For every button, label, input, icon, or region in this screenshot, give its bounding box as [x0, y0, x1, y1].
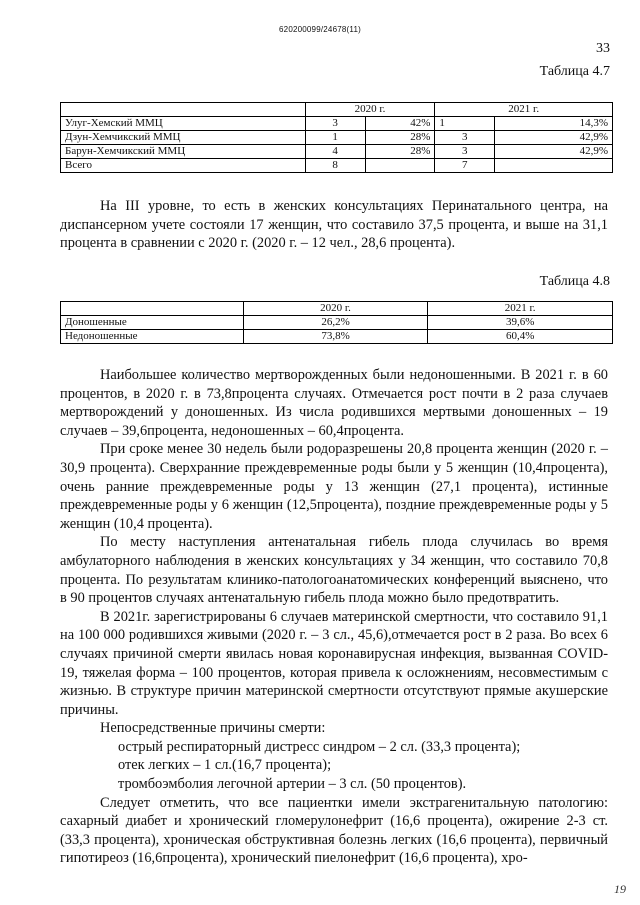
year-header: 2021 г. [435, 103, 613, 117]
page-number: 33 [596, 41, 610, 56]
cell: 8 [305, 159, 365, 173]
table-row [61, 145, 613, 159]
cell: 3 [435, 145, 495, 159]
table-row [61, 159, 613, 173]
cell: 14,3% [495, 117, 613, 131]
year-header: 2020 г. [243, 302, 428, 316]
row-label: Дзун-Хемчикский ММЦ [61, 131, 306, 145]
paragraph: Непосредственные причины смерти: [100, 720, 326, 737]
paragraph: Наибольшее количество мертворожденных были недоношенными. В 2021 г. в 60 процентов, в 2020 г. в 73,8процента случаях. Отмечается рост почти в 2 раза случаев мертворождений у доношенных. Из числа родившихся мертвыми доношенных – 19 случаев – 39,6процента, недоношенных – 60,4процента. [60, 367, 608, 439]
paragraph-block-2 [60, 366, 608, 868]
cell: 42,9% [495, 131, 613, 145]
cell: 60,4% [428, 330, 613, 344]
cell: 3 [305, 117, 365, 131]
table-row [61, 330, 613, 344]
cell: 73,8% [243, 330, 428, 344]
paragraph: На III уровне, то есть в женских консультациях Перинатального центра, на диспансерном учете состояли 17 женщин, что составило 37,5 процента, и выше на 31,1 процента в сравнении с 2020 г. (2020 г. – 12 чел., 28,6 процента). [60, 198, 608, 252]
cell [365, 159, 435, 173]
cell: 42,9% [495, 145, 613, 159]
year-header: 2021 г. [428, 302, 613, 316]
handwritten-page-mark: 19 [614, 882, 626, 896]
table-row [61, 131, 613, 145]
document-id: 620200099/24678(11) [279, 25, 361, 34]
table-row [61, 103, 613, 117]
cell: 1 [435, 117, 495, 131]
cell: 42% [365, 117, 435, 131]
cause-item: острый респираторный дистресс синдром – 2 сл. (33,3 процента); [118, 738, 521, 755]
cell: 28% [365, 131, 435, 145]
cell: 39,6% [428, 316, 613, 330]
table-row [61, 302, 613, 316]
cause-item: тромбоэмболия легочной артерии – 3 сл. (50 процентов). [118, 776, 467, 793]
table-4-7-caption: Таблица 4.7 [539, 64, 610, 79]
row-label: Доношенные [61, 316, 244, 330]
row-label: Улуг-Хемский ММЦ [61, 117, 306, 131]
cause-item: отек легких – 1 сл.(16,7 процента); [118, 757, 332, 774]
row-label: Всего [61, 159, 306, 173]
cell: 4 [305, 145, 365, 159]
year-header: 2020 г. [305, 103, 435, 117]
paragraph: При сроке менее 30 недель были родоразрешены 20,8 процента женщин (2020 г. – 30,9 процента). Сверхранние преждевременные роды были у 5 женщин (10,4процента), очень ранние преждевременные роды у 13 женщин (27,1 процента), истинные преждевременные роды у 6 женщин (12,5процента), поздние преждевременные роды у 5 женщин (10,4 процента). [60, 441, 608, 532]
paragraph: Следует отметить, что все пациентки имели экстрагенитальную патологию: сахарный диабет и хронический гломерулонефрит (16,6 процента), ожирение 2-3 ст. (33,3 процента), хроническая обструктивная болезнь легких (16,6 процента), первичный гипотиреоз (16,6процента), хронический пиелонефрит (16,6 процента), хро- [60, 794, 608, 867]
cell [495, 159, 613, 173]
cell: 26,2% [243, 316, 428, 330]
table-row [61, 117, 613, 131]
cell: 7 [435, 159, 495, 173]
row-label: Недоношенные [61, 330, 244, 344]
table-4-8 [60, 301, 613, 344]
table-row [61, 316, 613, 330]
table-4-7 [60, 102, 613, 173]
cell: 1 [305, 131, 365, 145]
paragraph-block-1 [60, 197, 608, 253]
paragraph: В 2021г. зарегистрированы 6 случаев материнской смертности, что составило 91,1 на 100 000 родившихся живыми (2020 г. – 3 сл., 45,6),отмечается рост в 2 раза. Во всех 6 случаях причиной смерти явилась новая коронавирусная инфекция, вызванная COVID-19, тяжелая форма – 100 процентов, которая привела к осложнениям, несовместимым с жизнью. В структуре причин материнской смертности отсутствуют прямые акушерские причины. [60, 608, 608, 718]
row-label: Барун-Хемчикский ММЦ [61, 145, 306, 159]
paragraph: По месту наступления антенатальная гибель плода случилась во время амбулаторного наблюдения в женских консультациях у 34 женщин, что составило 70,8 процента. По результатам клинико-патологоанатомических конференций выяснено, что в 90 процентов случаях антенатальную гибель плода можно было предотвратить. [60, 534, 608, 607]
cell: 28% [365, 145, 435, 159]
cell: 3 [435, 131, 495, 145]
table-4-8-caption: Таблица 4.8 [539, 274, 610, 289]
